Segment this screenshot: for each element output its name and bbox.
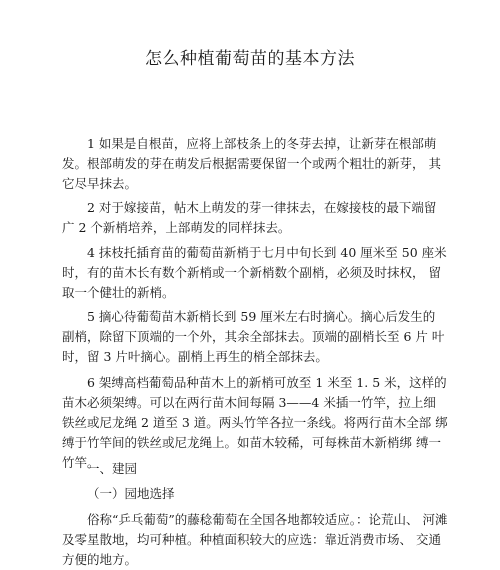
paragraph-6: 6 架缚高档葡萄品种苗木上的新梢可放至 1 米至 1. 5 米，这样的 苗木必须架缚。可以在两行苗木间每隔 3——4 米插一竹竿，拉上细 铁丝或尼龙绳 2 道至 3 道。两头竹竿各拉一条线。将两行苗木全部 绑缚于竹竿间的铁丝或尼龙绳上。如苗木较稀，可每株苗木新梢绑 缚一竹竿。	[62, 375, 448, 470]
paragraph-2: 2 对于嫁接苗，帖木上萌发的芽一律抹去，在嫁接枝的最下端留 广 2 个新梢培养，上部萌发的同样抹去。	[62, 200, 437, 235]
paragraph-site-selection: 俗称“乒乓葡萄”的藤稔葡萄在全国各地都较适应。：论荒山、 河滩及零星散地，均可种植。种植面积较大的应选：靠近消费市场、 交通方便的地方。	[62, 512, 448, 567]
paragraph-5: 5 摘心待葡萄苗木新梢长到 59 厘米左右时摘心。摘心后发生的 副梢，除留下顶端的一个外，其余全部抹去。顶端的副梢长至 6 片 叶时，留 3 片叶摘心。副梢上再生的梢全部抹去。	[62, 309, 445, 364]
section-heading: 一、建园	[87, 461, 138, 476]
subsection-heading: （一）园地选择	[87, 486, 175, 501]
document-title: 怎么种植葡萄苗的基本方法	[145, 49, 355, 69]
paragraph-1: 1 如果是自根苗，应将上部枝条上的冬芽去掉，让新芽在根部萌 发。根部萌发的芽在萌发后根据需要保留一个或两个粗壮的新芽， 其它尽早抹去。	[62, 136, 441, 191]
paragraph-4: 4 抹枝托插育苗的葡萄苗新梢于七月中旬长到 40 厘米至 50 座米 时，有的苗木长有数个新梢或一个新梢数个副梢，必须及时抹权， 留取一个健壮的新梢。	[62, 245, 447, 300]
